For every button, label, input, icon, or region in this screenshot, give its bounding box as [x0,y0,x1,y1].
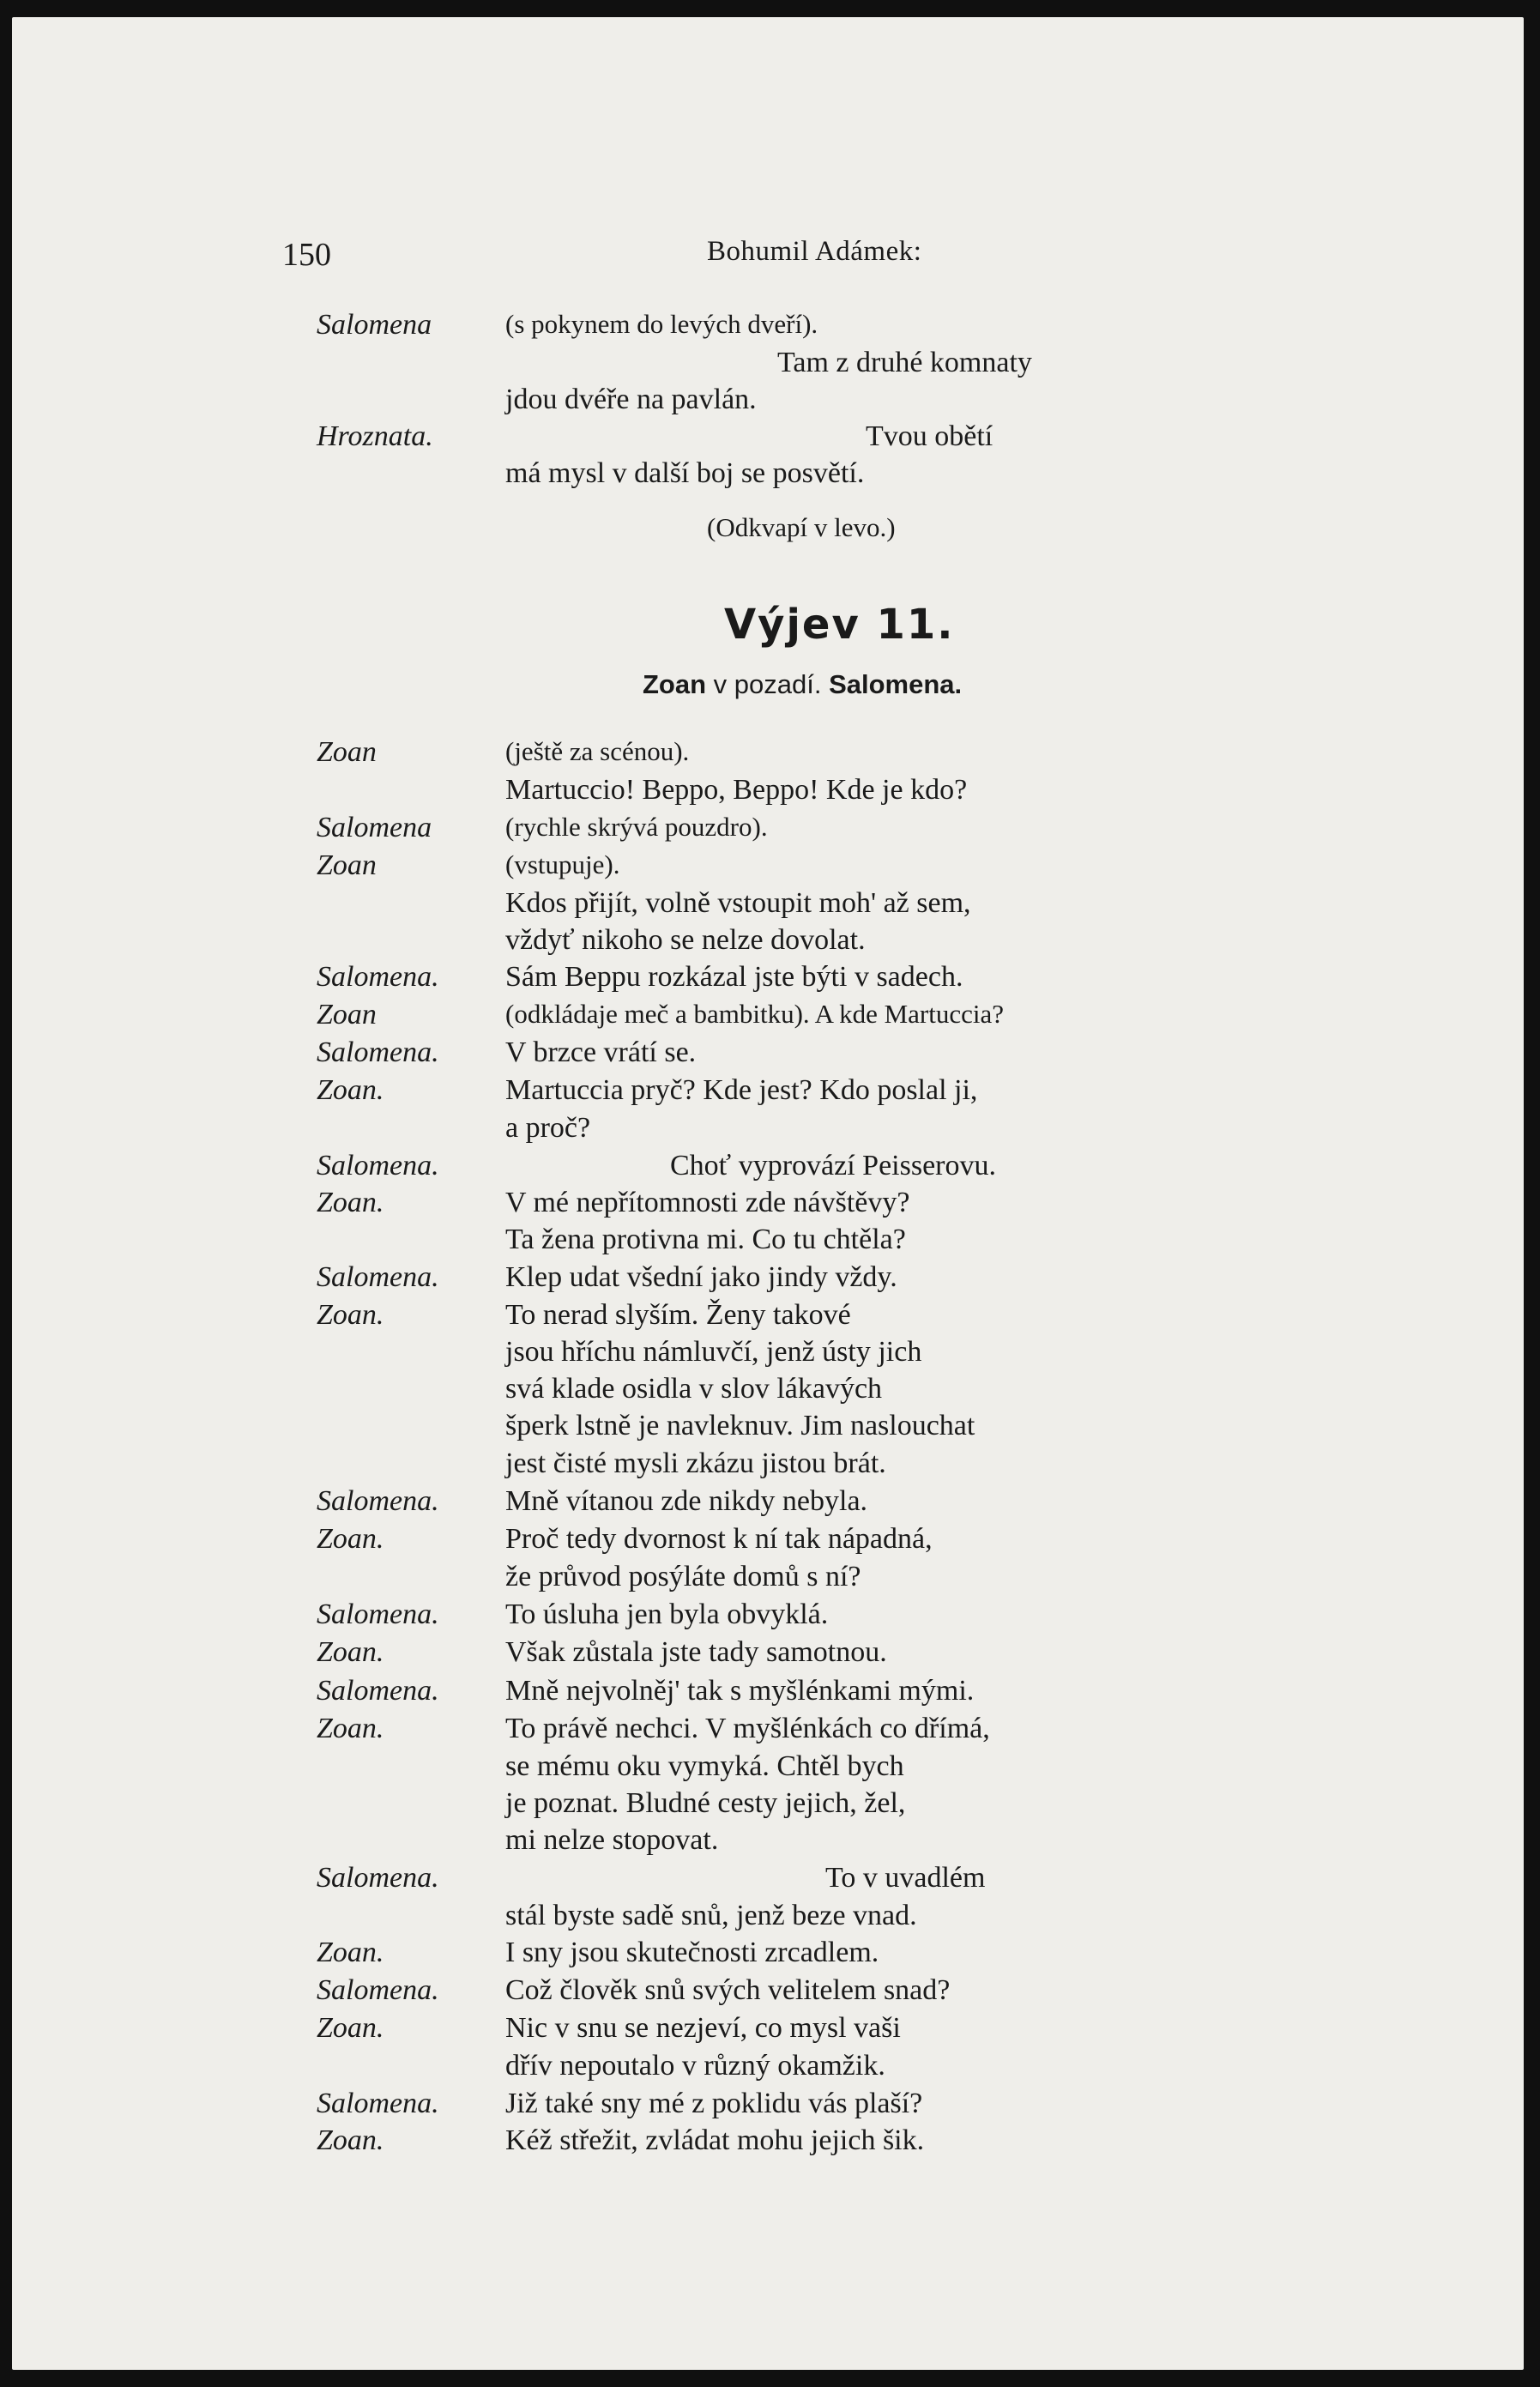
line-text: jest čisté mysli zkázu jistou brát. [505,1447,886,1479]
line-text: Již také sny mé z poklidu vás plaší? [505,2088,923,2119]
line-text: (vstupuje). [505,849,620,879]
line-text: Tvou obětí [866,420,993,452]
line-text: To úsluha jen byla obvyklá. [505,1598,829,1630]
line-text: stál byste sadě snů, jenž beze vnad. [505,1900,917,1931]
speaker-name: Salomena. [317,961,439,993]
speaker-name: Zoan. [317,1299,384,1331]
line-text: Ta žena protivna mi. Co tu chtěla? [505,1224,906,1255]
speaker-name: Salomena. [317,1150,439,1181]
speaker-name: Zoan. [317,1713,384,1744]
speaker-name: Salomena. [317,1261,439,1293]
speaker-name: Salomena. [317,1485,439,1517]
speaker-name: Salomena. [317,1862,439,1894]
page-header [12,236,1524,287]
line-text: a proč? [505,1112,591,1144]
speaker-name: Zoan. [317,1187,384,1218]
line-text: Kdos přijít, volně vstoupit moh' až sem, [505,887,971,919]
speaker-name: Zoan. [317,1937,384,1968]
scene-title: Výjev 11. [724,601,955,649]
page-number: 150 [282,237,331,273]
speaker-name: Zoan. [317,2012,384,2044]
line-text: (s pokynem do levých dveří). [505,309,818,339]
cast-salomena: Salomena. [829,669,963,699]
line-text: šperk lstně je navleknuv. Jim naslouchat [505,1410,975,1441]
line-text: Tam z druhé komnaty [777,347,1032,378]
line-text: Sám Beppu rozkázal jste býti v sadech. [505,961,963,993]
line-text: svá klade osidla v slov lákavých [505,1373,883,1405]
line-text: Nic v snu se nezjeví, co mysl vaši [505,2012,901,2044]
line-text: Choť vyprovází Peisserovu. [670,1150,996,1181]
line-text: se mému oku vymyká. Chtěl bych [505,1750,904,1782]
speaker-name: Hrozn‍ata. [317,420,433,452]
line-text: Však zůstala jste tady samotnou. [505,1636,887,1668]
line-text: To v uvadlém [825,1862,986,1894]
speaker-name: Zoan. [317,1074,384,1106]
cast-zoan: Zoan [643,669,707,699]
line-text: V mé nepřítomnosti zde návštěvy? [505,1187,910,1218]
line-text: (Odkvapí v levo.) [707,512,896,542]
line-text: (rychle skrývá pouzdro). [505,812,768,842]
line-text: Což člověk snů svých velitelem snad? [505,1974,951,2006]
speaker-name: Zoan [317,849,377,881]
speaker-name: Zoan [317,999,377,1030]
speaker-name: Zoan. [317,1523,384,1555]
line-text: V brzce vrátí se. [505,1036,697,1068]
line-text: Klep udat všední jako jindy vždy. [505,1261,897,1293]
line-text: dřív nepoutalo v různý okamžik. [505,2050,885,2082]
speaker-name: Salomena. [317,2088,439,2119]
line-text: (ještě za scénou). [505,736,690,766]
line-text: má mysl v další boj se posvětí. [505,457,865,489]
speaker-name: Salomena. [317,1675,439,1707]
cast-middle: v pozadí. [706,669,830,699]
line-text: mi nelze stopovat. [505,1824,719,1856]
line-text: že průvod posýláte domů s ní? [505,1561,861,1592]
line-text: To právě nechci. V myšlénkách co dřímá, [505,1713,990,1744]
book-page [12,17,1524,2370]
speaker-name: Zoan. [317,2124,384,2156]
line-text: je poznat. Bludné cesty jejich, žel, [505,1787,906,1819]
running-head: Bohumil Adámek: [707,236,922,267]
speaker-name: Zoan. [317,1636,384,1668]
line-text: Mně nejvolněj' tak s myšlénkami mými. [505,1675,975,1707]
speaker-name: Salomena. [317,1036,439,1068]
speaker-name: Salomena. [317,1974,439,2006]
line-text: Martuccia pryč? Kde jest? Kdo poslal ji, [505,1074,978,1106]
line-text: jsou hříchu námluvčí, jenž ústy jich [505,1336,922,1368]
speaker-name: Zoan [317,736,377,768]
line-text: Martuccio! Beppo, Beppo! Kde je kdo? [505,774,968,806]
line-text: jdou dvéře na pavlán. [505,384,757,415]
speaker-name: Salomena [317,309,432,341]
line-text: Kéž střežit, zvládat mohu jejich šik. [505,2124,925,2156]
line-text: vždyť nikoho se nelze dovolat. [505,924,866,956]
scene-cast [643,669,962,700]
speaker-name: Salomena [317,812,432,843]
line-text: To nerad slyším. Ženy takové [505,1299,851,1331]
speaker-name: Salomena. [317,1598,439,1630]
line-text: I sny jsou skutečnosti zrcadlem. [505,1937,879,1968]
line-text: Mně vítanou zde nikdy nebyla. [505,1485,868,1517]
line-text: (odkládaje meč a bambitku). A kde Martuccia? [505,999,1005,1029]
line-text: Proč tedy dvornost k ní tak nápadná, [505,1523,933,1555]
